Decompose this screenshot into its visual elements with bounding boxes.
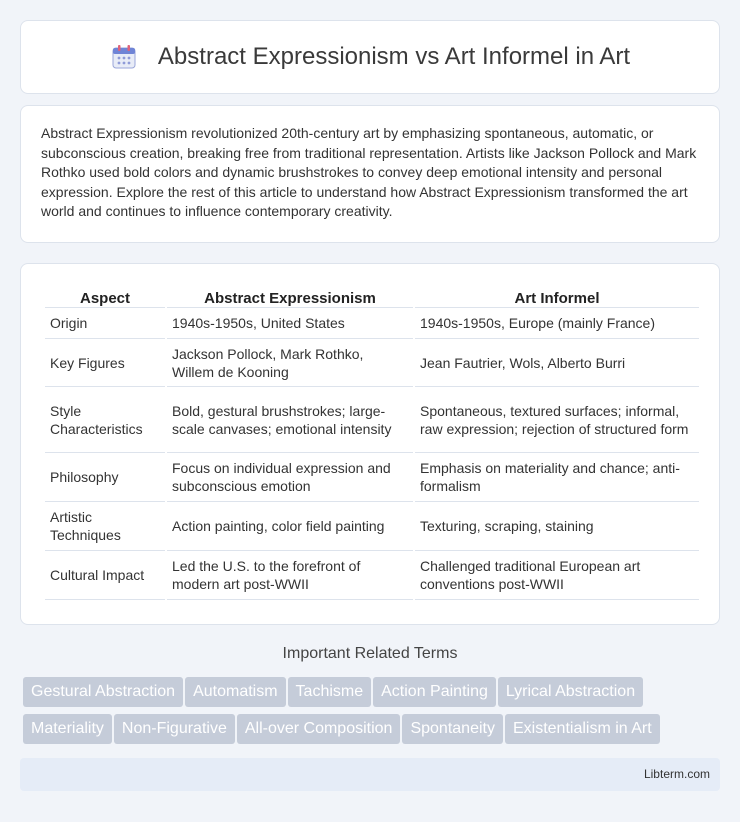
related-terms-heading: Important Related Terms [282,645,458,662]
row-art-informel: Spontaneous, textured surfaces; informal, raw expression; rejection of structured form [415,387,699,453]
tag-spontaneity[interactable]: Spontaneity [402,714,503,744]
tag-existentialism-in-art[interactable]: Existentialism in Art [505,714,660,744]
table-header-row [45,286,699,308]
row-art-informel: Emphasis on materiality and chance; anti-formalism [415,453,699,502]
row-aspect: Style Characteristics [45,387,165,453]
comparison-table [43,286,701,600]
row-aspect: Philosophy [45,453,165,502]
row-abstract-expressionism: Led the U.S. to the forefront of modern art post-WWII [167,551,413,600]
table-row [45,551,699,600]
table-row [45,502,699,551]
header-abstract-expressionism: Abstract Expressionism [167,286,413,308]
row-art-informel: 1940s-1950s, Europe (mainly France) [415,308,699,339]
footer-site-link[interactable]: Libterm.com [643,767,710,781]
row-aspect: Key Figures [45,339,165,387]
row-art-informel: Jean Fautrier, Wols, Alberto Burri [415,339,699,387]
tag-automatism[interactable]: Automatism [185,677,285,707]
row-aspect: Origin [45,308,165,339]
row-art-informel: Challenged traditional European art conventions post-WWII [415,551,699,600]
title-card [20,20,720,94]
tag-non-figurative[interactable]: Non-Figurative [114,714,235,744]
intro-paragraph: Abstract Expressionism revolutionized 20th-century art by emphasizing spontaneous, automatic, or subconscious creation, breaking free from traditional representation. Artists like Jackson Pollock and Mark Rothko used bold colors and dynamic brushstrokes to convey deep emotional intensity and personal expression. Explore the rest of this article to understand how Abstract Expressionism transformed the art world and continues to influence contemporary creativity. [41,125,697,219]
header-art-informel: Art Informel [415,286,699,308]
row-abstract-expressionism: 1940s-1950s, United States [167,308,413,339]
row-art-informel: Texturing, scraping, staining [415,502,699,551]
row-abstract-expressionism: Jackson Pollock, Mark Rothko, Willem de Kooning [167,339,413,387]
calendar-icon [110,43,138,71]
page-title: Abstract Expressionism vs Art Informel in Art [157,43,631,70]
tag-tachisme[interactable]: Tachisme [288,677,372,707]
row-abstract-expressionism: Bold, gestural brushstrokes; large-scale canvases; emotional intensity [167,387,413,453]
table-row [45,387,699,453]
related-terms-list [23,677,723,751]
tag-all-over-composition[interactable]: All-over Composition [237,714,401,744]
tag-materiality[interactable]: Materiality [23,714,112,744]
intro-card [20,105,720,243]
row-abstract-expressionism: Action painting, color field painting [167,502,413,551]
header-aspect: Aspect [45,286,165,308]
table-row [45,308,699,339]
tag-lyrical-abstraction[interactable]: Lyrical Abstraction [498,677,643,707]
tag-gestural-abstraction[interactable]: Gestural Abstraction [23,677,183,707]
row-aspect: Cultural Impact [45,551,165,600]
tag-action-painting[interactable]: Action Painting [373,677,496,707]
table-row [45,453,699,502]
row-abstract-expressionism: Focus on individual expression and subconscious emotion [167,453,413,502]
row-aspect: Artistic Techniques [45,502,165,551]
footer [20,758,720,791]
table-row [45,339,699,387]
comparison-card [20,263,720,625]
